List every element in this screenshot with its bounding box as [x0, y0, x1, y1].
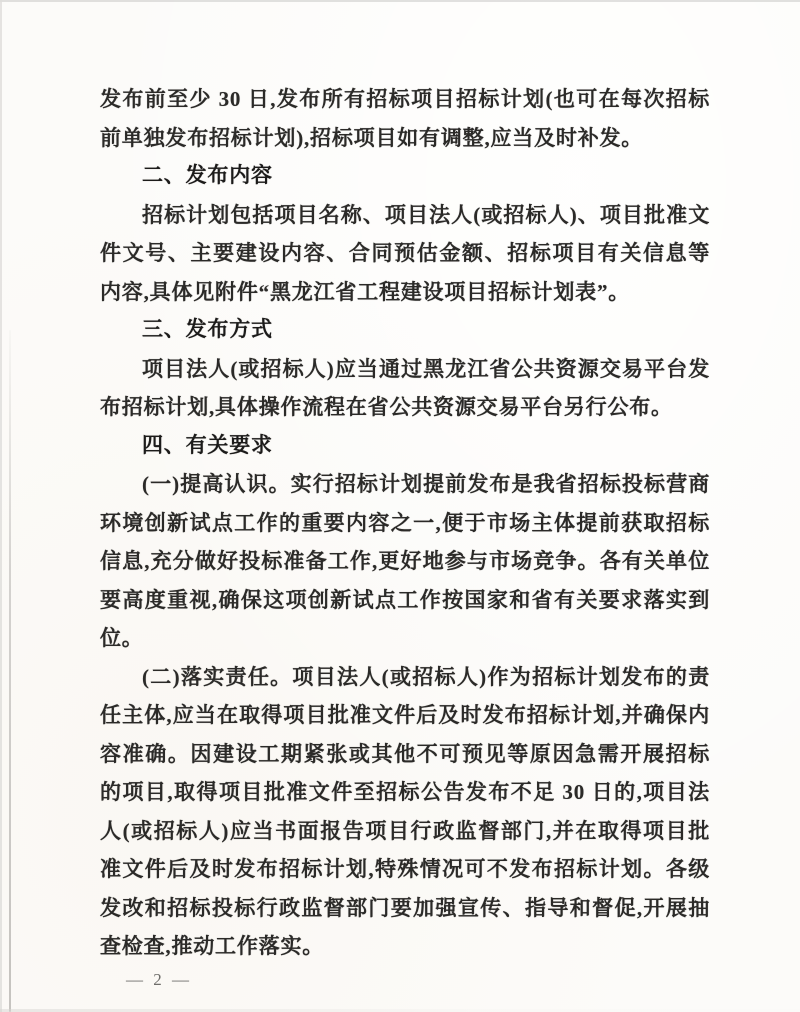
section-heading-requirements: 四、有关要求 — [142, 433, 273, 457]
scan-edge-top — [0, 0, 800, 2]
page-number: — 2 — — [126, 970, 192, 989]
paragraph-publish-method: 项目法人(或招标人)应当通过黑龙江省公共资源交易平台发布招标计划,具体操作流程在省公共资源交易平台另行公布。 — [100, 356, 710, 419]
paragraph-continuation: 发布前至少 30 日,发布所有招标项目招标计划(也可在每次招标前单独发布招标计划),招标项目如有调整,应当及时补发。 — [100, 87, 710, 150]
section-heading-publish-content: 二、发布内容 — [142, 164, 273, 187]
scan-edge-left — [0, 0, 2, 1012]
section-heading-publish-method: 三、发布方式 — [142, 318, 273, 341]
paragraph-requirement-awareness: (一)提高认识。实行招标计划提前发布是我省招标投标营商环境创新试点工作的重要内容之一,便于市场主体提前获取招标信息,充分做好投标准备工作,更好地参与市场竞争。各有关单位要高度重视,确保这项创新试点工作按国家和省有关要求落实到位。 — [100, 472, 710, 650]
document-body — [100, 80, 710, 966]
scan-artifact-line — [9, 330, 11, 1012]
paragraph-requirement-responsibility: (二)落实责任。项目法人(或招标人)作为招标计划发布的责任主体,应当在取得项目批准文件后及时发布招标计划,并确保内容准确。因建设工期紧张或其他不可预见等原因急需开展招标的项目,取得项目批准文件至招标公告发布不足 30 日的,项目法人(或招标人)应当书面报告项目行政监督部门,并在取得项目批准文件后及时发布招标计划,特殊情况可不发布招标计划。各级发改和招标投标行政监督部门要加强宣传、指导和督促,开展抽查检查,推动工作落实。 — [100, 664, 710, 958]
paragraph-publish-content: 招标计划包括项目名称、项目法人(或招标人)、项目批准文件文号、主要建设内容、合同预估金额、招标项目有关信息等内容,具体见附件“黑龙江省工程建设项目招标计划表”。 — [100, 202, 710, 304]
